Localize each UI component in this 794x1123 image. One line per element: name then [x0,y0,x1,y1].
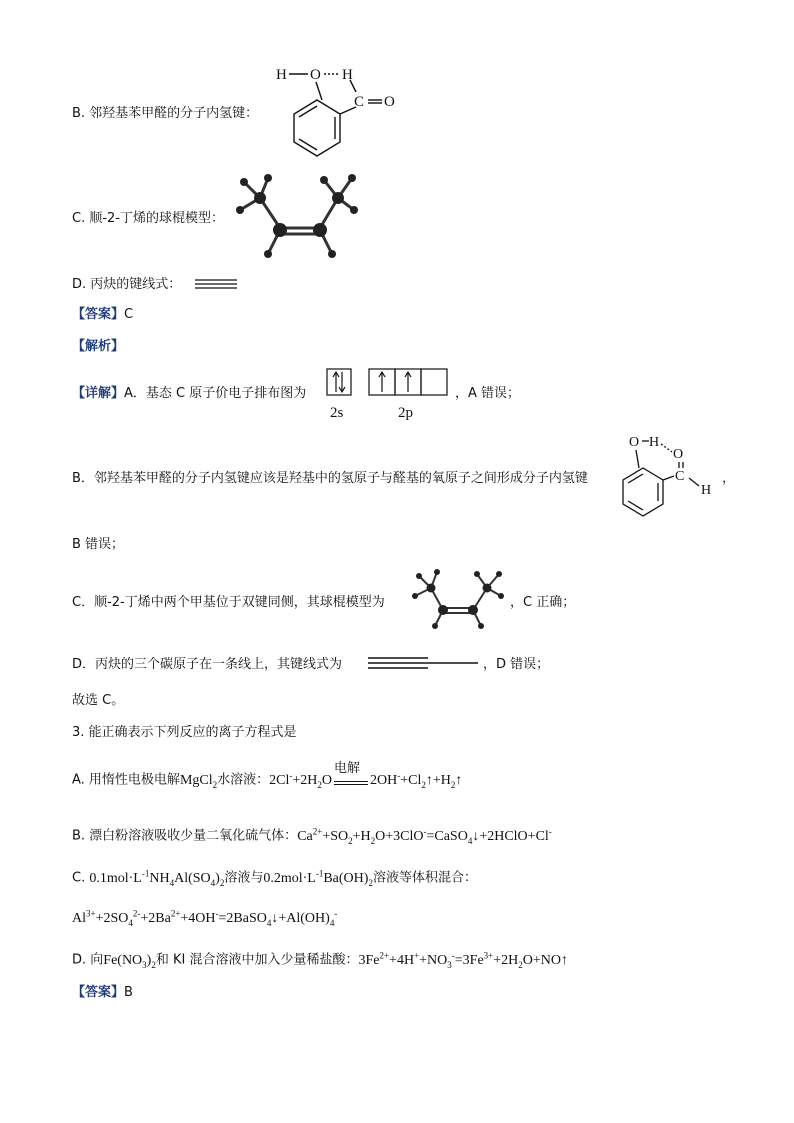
label-2s: 2s [330,405,344,421]
conclusion-text: 故选 C。 [72,693,125,708]
electrolysis-condition [332,761,370,788]
detail-c [72,594,385,612]
q3-b-prefix: B. 漂白粉溶液吸收少量二氧化硫气体： [72,828,298,844]
svg-text:C: C [354,94,365,110]
answer-2 [72,984,133,1002]
detail-d-text: D．丙炔的三个碳原子在一条线上，其键线式为 [72,657,343,672]
detail-d-tail-text: ，D 错误； [483,657,550,672]
triple-bond-symbol [193,276,241,292]
detail-a-text: A．基态 C 原子价电子排布图为 [124,386,307,401]
q3-c-suffix: 溶液等体积混合： [372,870,477,886]
option-c-text: C. 顺-2-丁烯的球棍模型： [72,211,224,226]
option-b [72,105,258,123]
analysis-tag: 【解析】 [72,339,125,354]
propyne-skeletal-formula [366,655,480,671]
svg-text:C: C [675,469,685,484]
q3-option-c: C. $0.1mol\cdot L^{-1}NH_4Al(SO_4)_2$溶液与$0.2mol\cdot L^{-1}Ba(OH)_2$溶液等体积混合： [72,868,477,888]
answer-1 [72,306,133,324]
q3-a-prefix: A. 用惰性电极电解 [72,772,180,788]
detail-b-tail [722,470,735,488]
answer-2-tag: 【答案】 [72,985,125,1000]
detail-a-tail-text: ，A 错误； [455,386,521,401]
svg-text:H: H [649,435,660,450]
salicylaldehyde-wrong-structure [270,62,410,162]
salicylaldehyde-correct-structure [617,430,721,522]
answer-tag: 【答案】 [72,307,125,322]
option-d [72,276,181,294]
conclusion [72,692,124,710]
detail-d [72,656,342,674]
q3-d-mid: 和 KI 混合溶液中加入少量稀盐酸： [155,952,359,968]
svg-text:O: O [310,67,321,83]
svg-text:O: O [629,435,640,450]
answer-value: C [124,307,134,322]
q3-c-prefix: C. [72,870,90,886]
svg-text:O: O [384,94,395,110]
detail-a [72,385,306,403]
option-d-text: D. 丙炔的键线式： [72,277,182,292]
detail-c-tail [510,594,575,612]
cis-2-butene-ball-stick-model [230,170,370,262]
q3-c-mid: 溶液与 [224,870,264,886]
detail-c-tail-text: ，C 正确； [510,595,576,610]
orbital-diagram [325,367,455,423]
question-3-stem [72,724,297,742]
detail-b-tail-text: ， [722,471,736,486]
svg-text:H: H [342,67,353,83]
svg-text:H: H [276,67,287,83]
detail-tag: 【详解】 [72,386,125,401]
q3-option-c-equation: $Al^{3+}+2SO_4^{2-}+2Ba^{2+}+4OH^-=2BaSO_4↓+Al(OH)_4^-$ [72,908,338,928]
detail-a-tail [455,385,520,403]
detail-b-tail2-text: B 错误； [72,537,125,552]
label-2p: 2p [398,405,413,421]
detail-c-text: C．顺-2-丁烯中两个甲基位于双键同侧，其球棍模型为 [72,595,385,610]
q3-a-suffix: 水溶液： [217,772,270,788]
q3-a-salt: MgCl [179,772,213,788]
q3-option-b: B. 漂白粉溶液吸收少量二氧化硫气体：$Ca^{2+}+SO_2+H_2O+3ClO^-=CaSO_4↓+2HClO+Cl^-$ [72,826,552,846]
detail-b-text: B．邻羟基苯甲醛的分子内氢键应该是羟基中的氢原子与醛基的氧原子之间形成分子内氢键 [72,471,588,486]
answer-2-value: B [124,985,133,1000]
svg-text:O: O [673,447,684,462]
q3-d-prefix: D. 向 [72,952,104,968]
q3-option-d: D. 向$Fe(NO_3)_2$和 KI 混合溶液中加入少量稀盐酸：$3Fe^{2+}+4H^++NO_3^-=3Fe^{3+}+2H_2O+NO↑$ [72,950,568,970]
electrolysis-label: 电解 [334,761,361,777]
detail-d-tail [483,656,549,674]
detail-b [72,470,588,488]
cis-2-butene-ball-stick-model-small [407,568,507,632]
option-c [72,210,224,228]
question-3-text: 3. 能正确表示下列反应的离子方程式是 [72,725,297,740]
q3-option-a: A. 用惰性电极电解MgCl$_2$水溶液：$2Cl^-+2H_2O$ 电解 $2OH^-+Cl_2↑+H_2↑$ [72,761,463,790]
option-b-text: B. 邻羟基苯甲醛的分子内氢键： [72,106,259,121]
analysis-heading [72,338,124,356]
svg-text:H: H [701,483,712,498]
detail-b-2 [72,536,124,554]
